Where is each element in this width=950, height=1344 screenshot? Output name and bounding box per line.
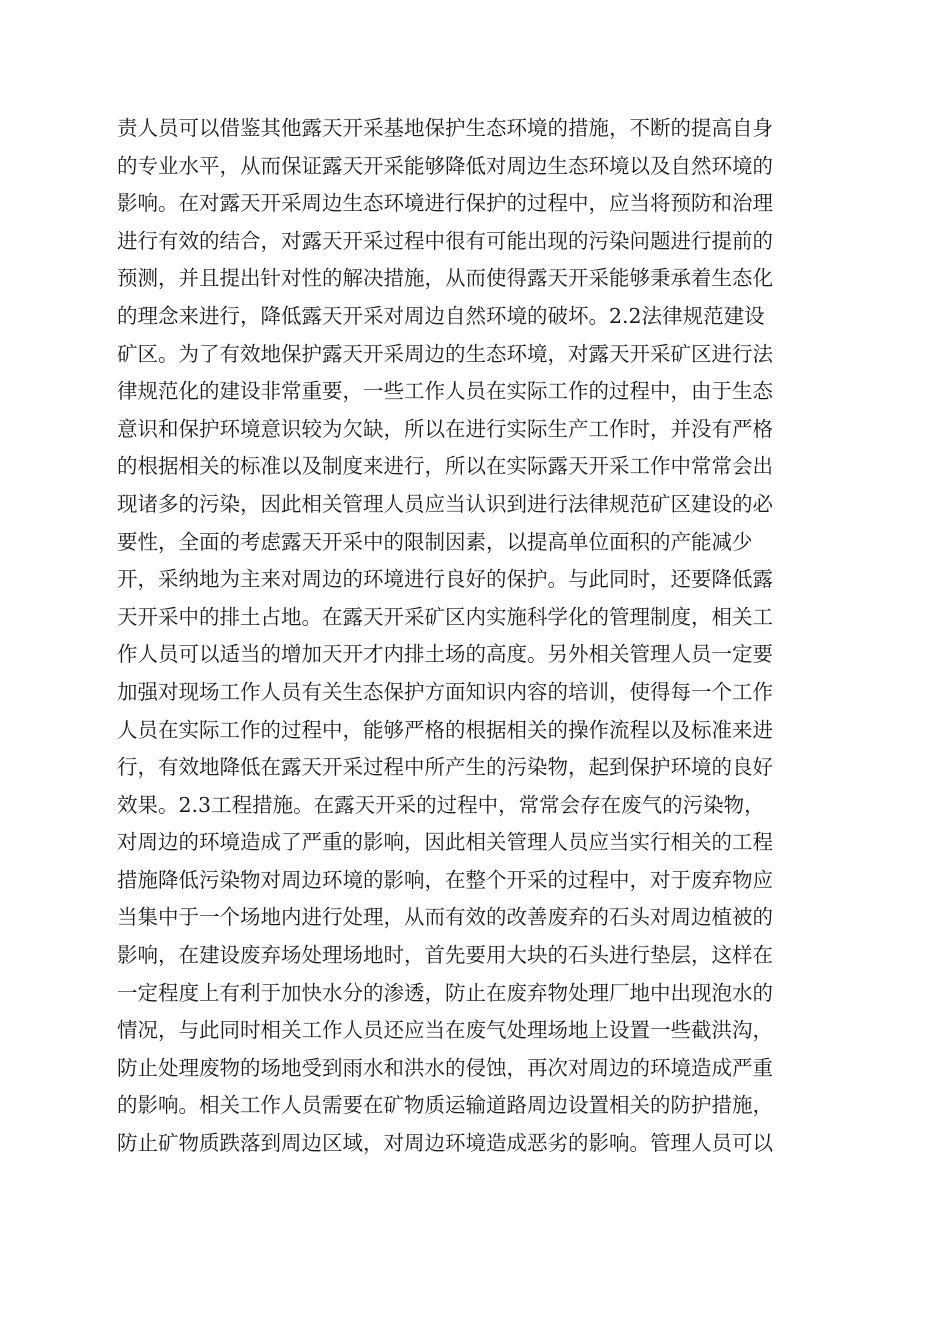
text-line: 措施降低污染物对周边环境的影响，在整个开采的过程中，对于废弃物应	[117, 867, 773, 892]
text-line: 一定程度上有利于加快水分的渗透，防止在废弃物处理厂地中出现泡水的	[117, 980, 773, 1005]
text-line: 矿区。为了有效地保护露天开采周边的生态环境，对露天开采矿区进行法	[117, 341, 773, 366]
text-line: 开，采纳地为主来对周边的环境进行良好的保护。与此同时，还要降低露	[117, 567, 773, 592]
text-line: 的根据相关的标准以及制度来进行，所以在实际露天开采工作中常常会出	[117, 454, 773, 479]
text-line: 天开采中的排土占地。在露天开采矿区内实施科学化的管理制度，相关工	[117, 604, 773, 629]
text-line: 对周边的环境造成了严重的影响，因此相关管理人员应当实行相关的工程	[117, 830, 773, 855]
text-line: 防止处理废物的场地受到雨水和洪水的侵蚀，再次对周边的环境造成严重	[117, 1055, 773, 1080]
text-line: 影响。在对露天开采周边生态环境进行保护的过程中，应当将预防和治理	[117, 191, 773, 216]
text-line: 要性，全面的考虑露天开采中的限制因素，以提高单位面积的产能减少	[117, 529, 753, 554]
text-line: 作人员可以适当的增加天开才内排土场的高度。另外相关管理人员一定要	[117, 642, 773, 667]
text-line: 现诸多的污染，因此相关管理人员应当认识到进行法律规范矿区建设的必	[117, 491, 773, 516]
text-line: 责人员可以借鉴其他露天开采基地保护生态环境的措施，不断的提高自身	[117, 116, 773, 140]
text-line: 人员在实际工作的过程中，能够严格的根据相关的操作流程以及标准来进	[117, 717, 773, 742]
body-text	[117, 110, 837, 1163]
text-line: 的理念来进行，降低露天开采对周边自然环境的破坏。2.2法律规范建设	[117, 303, 765, 328]
text-line: 行，有效地降低在露天开采过程中所产生的污染物，起到保护环境的良好	[117, 755, 773, 780]
text-line: 律规范化的建设非常重要，一些工作人员在实际工作的过程中，由于生态	[117, 379, 773, 404]
text-line: 的专业水平，从而保证露天开采能够降低对周边生态环境以及自然环境的	[117, 153, 773, 178]
text-line: 效果。2.3工程措施。在露天开采的过程中，常常会存在废气的污染物，	[117, 792, 765, 817]
text-line: 防止矿物质跌落到周边区域，对周边环境造成恶劣的影响。管理人员可以	[117, 1131, 773, 1156]
text-line: 进行有效的结合，对露天开采过程中很有可能出现的污染问题进行提前的	[117, 228, 773, 253]
text-line: 的影响。相关工作人员需要在矿物质运输道路周边设置相关的防护措施，	[117, 1093, 773, 1118]
text-line: 意识和保护环境意识较为欠缺，所以在进行实际生产工作时，并没有严格	[117, 416, 773, 441]
text-line: 预测，并且提出针对性的解决措施，从而使得露天开采能够秉承着生态化	[117, 266, 773, 291]
text-line: 影响，在建设废弃场处理场地时，首先要用大块的石头进行垫层，这样在	[117, 943, 773, 968]
text-line: 加强对现场工作人员有关生态保护方面知识内容的培训，使得每一个工作	[117, 679, 773, 704]
text-line: 当集中于一个场地内进行处理，从而有效的改善废弃的石头对周边植被的	[117, 905, 773, 930]
text-line: 情况，与此同时相关工作人员还应当在废气处理场地上设置一些截洪沟，	[117, 1018, 773, 1043]
